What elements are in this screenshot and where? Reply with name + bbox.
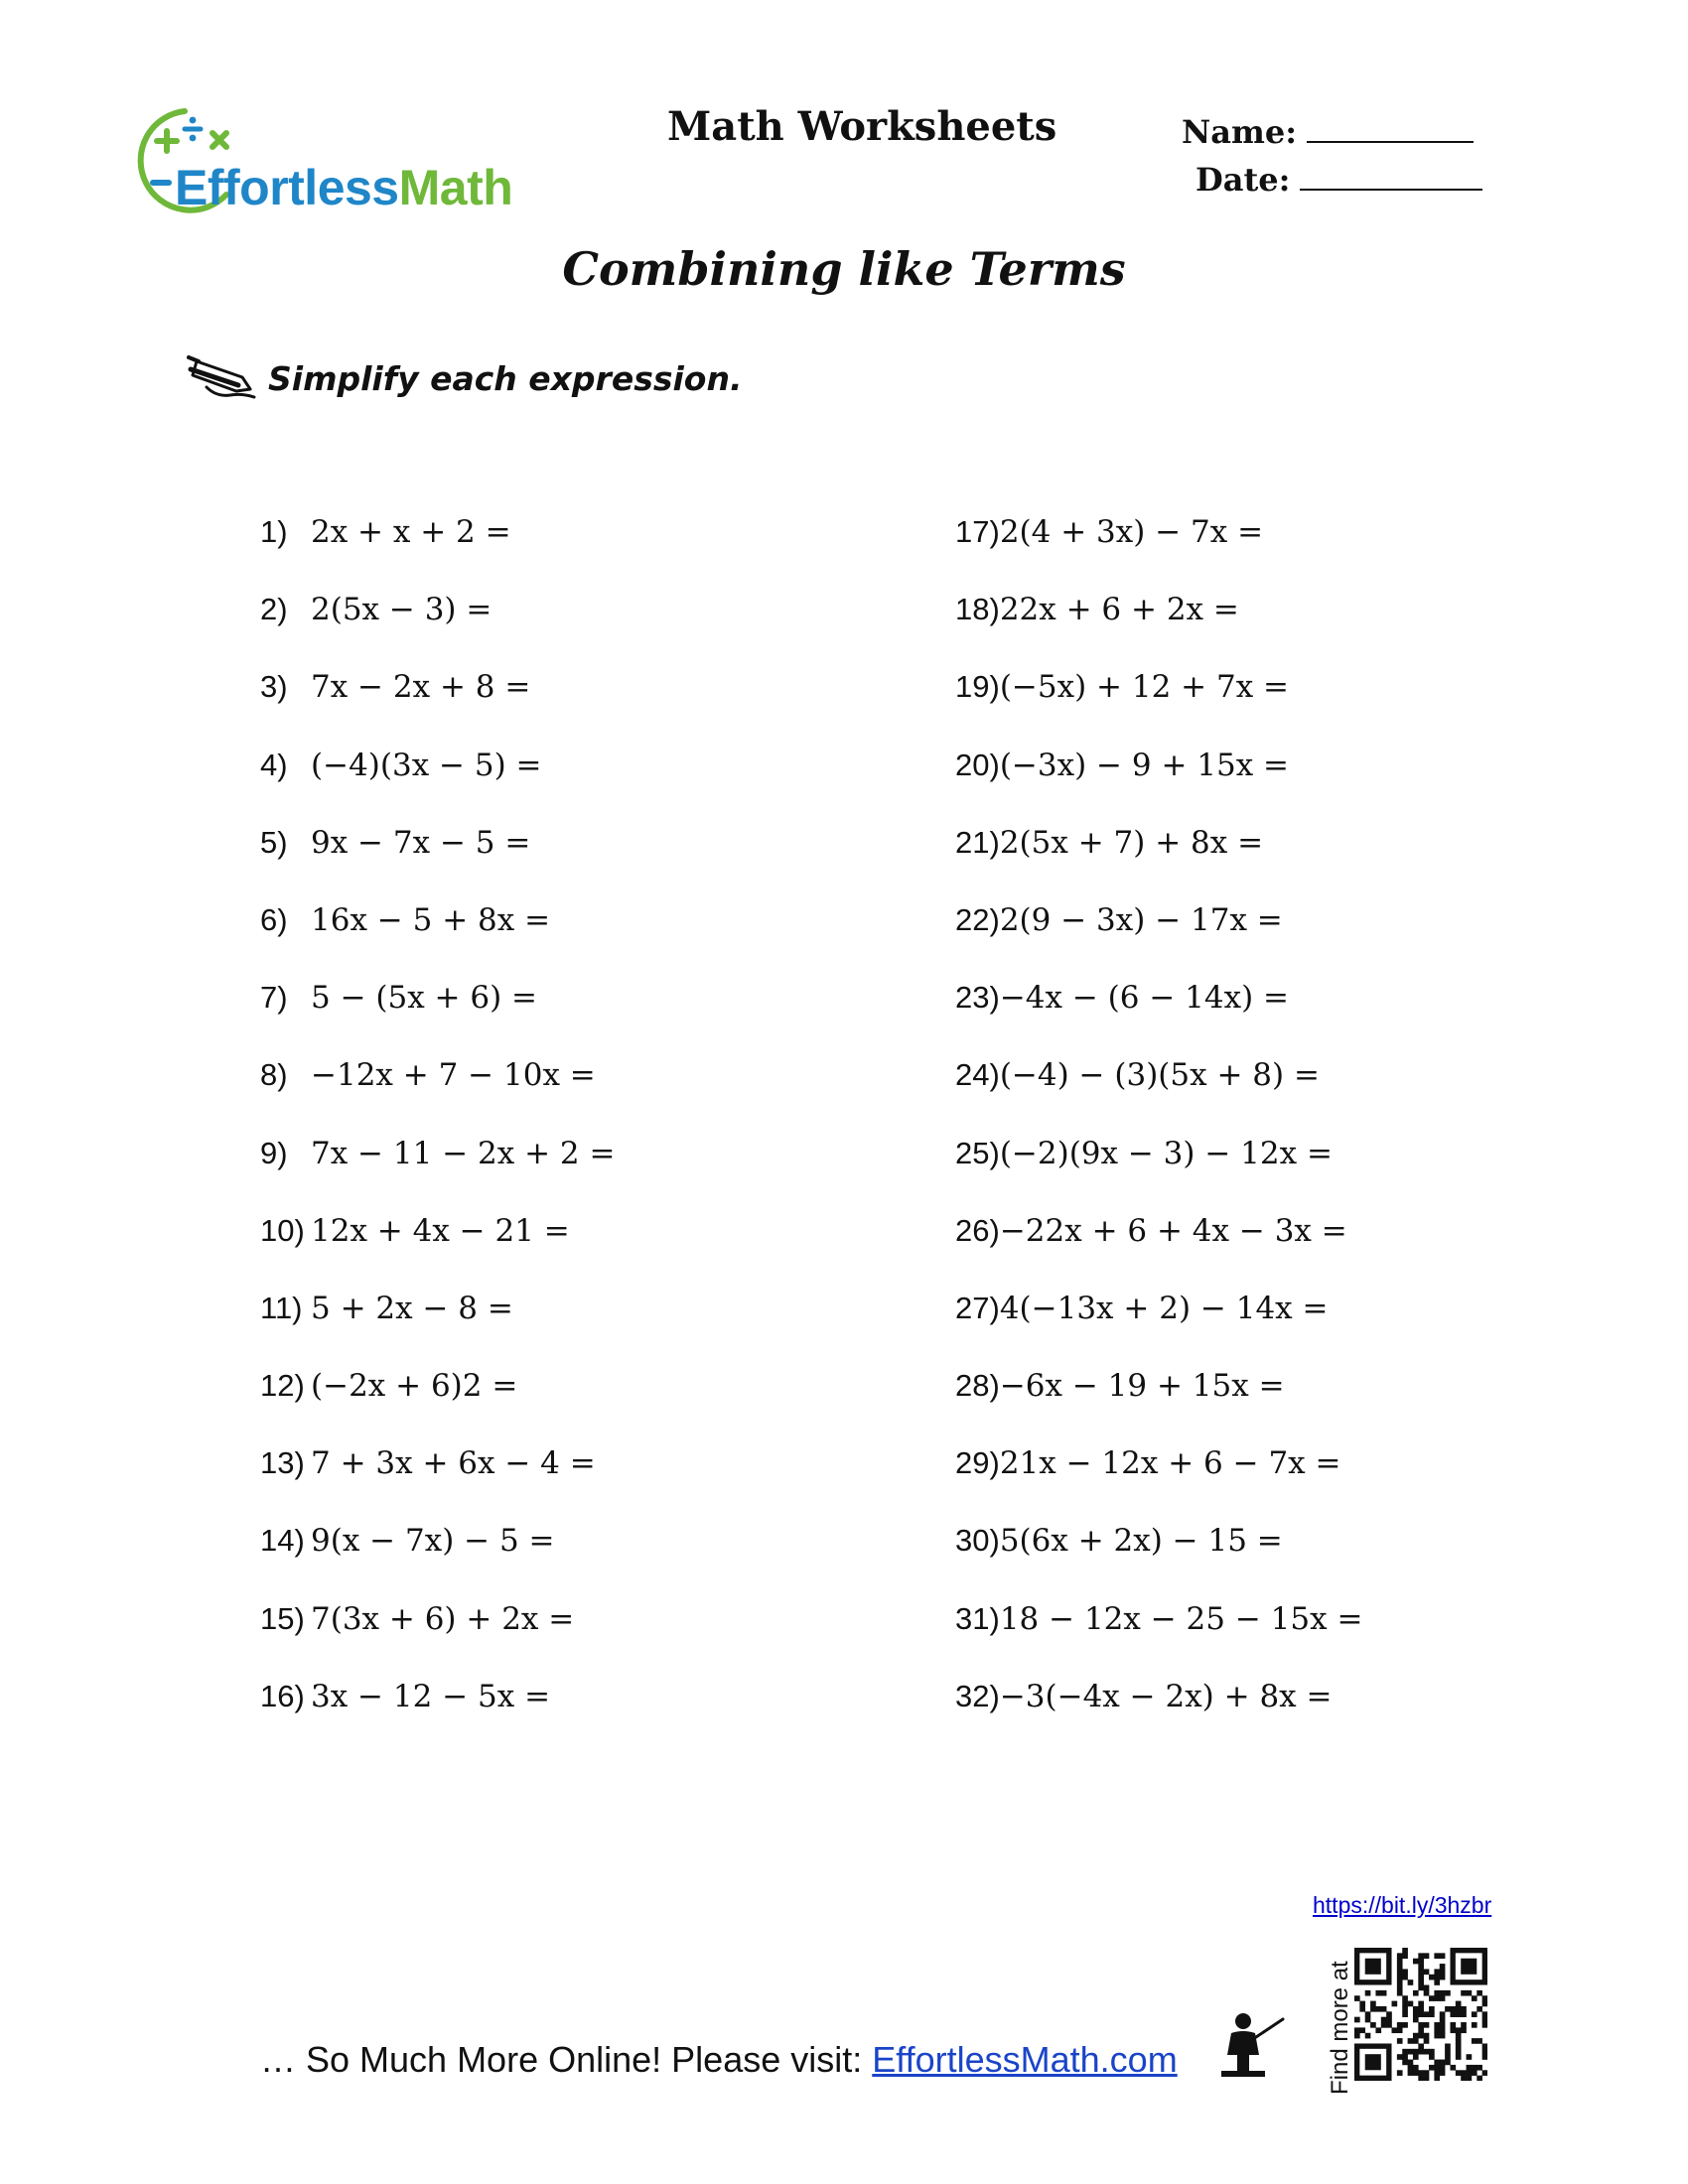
problem-expression: (−4)(3x − 5) = (311, 747, 542, 783)
problem-number: 28) (955, 1368, 1000, 1404)
problem-number: 21) (955, 824, 1000, 860)
problem-number: 13) (260, 1445, 305, 1481)
problem-item (260, 742, 615, 819)
problem-number: 20) (955, 747, 1000, 782)
problem-number: 29) (955, 1445, 1000, 1481)
problem-number: 31) (955, 1600, 1000, 1636)
problem-item (955, 508, 1362, 586)
problem-item (260, 508, 615, 586)
problem-item (955, 1130, 1362, 1207)
problem-item (955, 819, 1362, 896)
teacher-icon (1219, 2011, 1295, 2081)
problem-column-right (955, 508, 1362, 1750)
problem-expression: 16x − 5 + 8x = (311, 901, 551, 938)
problem-item (955, 1051, 1362, 1129)
problem-item (955, 663, 1362, 741)
problem-item (955, 896, 1362, 974)
problem-number: 10) (260, 1212, 305, 1248)
date-label: Date: (1196, 161, 1291, 199)
problem-expression: 2(4 + 3x) − 7x = (999, 514, 1264, 550)
problem-expression: 5 + 2x − 8 = (311, 1290, 513, 1326)
effortlessmath-logo[interactable] (127, 103, 524, 232)
problem-number: 24) (955, 1057, 1000, 1093)
problem-expression: (−2x + 6)2 = (311, 1368, 518, 1405)
problem-item (260, 819, 615, 896)
footer-website-link[interactable]: EffortlessMath.com (872, 2039, 1178, 2080)
problem-number: 25) (955, 1135, 1000, 1170)
problem-expression: (−2)(9x − 3) − 12x = (999, 1135, 1333, 1171)
footer-text (260, 2039, 1178, 2081)
problem-item (260, 586, 615, 663)
problem-number: 17) (955, 514, 1000, 549)
problem-item (955, 742, 1362, 819)
problem-number: 5) (260, 824, 288, 860)
problem-item (260, 1130, 615, 1207)
problem-expression: 4(−13x + 2) − 14x = (999, 1290, 1329, 1326)
problem-expression: 2(5x − 3) = (311, 592, 492, 628)
problem-expression: 5(6x + 2x) − 15 = (999, 1523, 1283, 1560)
problem-item (260, 1362, 615, 1439)
instruction-text: Simplify each expression. (268, 359, 743, 398)
problem-item (955, 974, 1362, 1051)
problem-expression: 21x − 12x + 6 − 7x = (999, 1445, 1341, 1482)
problem-item (955, 1439, 1362, 1517)
problem-expression: 2(5x + 7) + 8x = (999, 824, 1264, 861)
problem-item (260, 1051, 615, 1129)
problem-expression: −12x + 7 − 10x = (311, 1057, 596, 1094)
header-title: Math Worksheets (667, 103, 1057, 150)
problem-expression: 9x − 7x − 5 = (311, 824, 531, 861)
problem-number: 12) (260, 1368, 305, 1404)
problem-number: 14) (260, 1523, 305, 1559)
problem-item (955, 586, 1362, 663)
problem-expression: (−4) − (3)(5x + 8) = (999, 1057, 1320, 1094)
short-url-link[interactable]: https://bit.ly/3hzbr (1313, 1892, 1492, 1918)
qr-code-icon[interactable] (1354, 1948, 1487, 2081)
find-more-label (1307, 1936, 1353, 2095)
problem-number: 22) (955, 901, 1000, 937)
problem-expression: 7x − 2x + 8 = (311, 669, 531, 706)
logo-text-part1: Effortless (175, 160, 399, 215)
name-blank-line[interactable] (1307, 111, 1474, 143)
problem-expression: −4x − (6 − 14x) = (999, 980, 1290, 1017)
date-blank-line[interactable] (1300, 159, 1482, 191)
problem-column-left (260, 508, 615, 1750)
problem-number: 30) (955, 1523, 1000, 1559)
problem-item (955, 1595, 1362, 1673)
problem-item (260, 1595, 615, 1673)
name-label: Name: (1182, 113, 1298, 151)
problem-item (260, 1517, 615, 1594)
problem-expression: 7(3x + 6) + 2x = (311, 1600, 575, 1637)
problem-item (955, 1673, 1362, 1750)
problem-item (955, 1207, 1362, 1285)
problem-number: 32) (955, 1678, 1000, 1713)
problem-number: 19) (955, 669, 1000, 705)
problem-expression: 2(9 − 3x) − 17x = (999, 901, 1283, 938)
problem-item (260, 663, 615, 741)
problem-number: 18) (955, 592, 1000, 627)
problem-number: 16) (260, 1678, 305, 1713)
problem-expression: (−3x) − 9 + 15x = (999, 747, 1290, 783)
problem-expression: 9(x − 7x) − 5 = (311, 1523, 555, 1560)
pencil-icon (187, 353, 258, 403)
problem-expression: 5 − (5x + 6) = (311, 980, 538, 1017)
problem-item (260, 896, 615, 974)
worksheet-title: Combining like Terms (562, 242, 1126, 296)
name-field[interactable] (1182, 111, 1474, 151)
problem-number: 4) (260, 747, 288, 782)
problem-number: 23) (955, 980, 1000, 1016)
footer-message: … So Much More Online! Please visit: (260, 2039, 873, 2080)
problem-number: 15) (260, 1600, 305, 1636)
problem-number: 8) (260, 1057, 288, 1093)
logo-wordmark (175, 159, 512, 216)
problem-expression: 22x + 6 + 2x = (999, 592, 1239, 628)
problem-number: 1) (260, 514, 288, 549)
problem-expression: −6x − 19 + 15x = (999, 1368, 1285, 1405)
problem-expression: (−5x) + 12 + 7x = (999, 669, 1290, 706)
problem-number: 26) (955, 1212, 1000, 1248)
date-field[interactable] (1196, 159, 1482, 199)
problem-expression: −3(−4x − 2x) + 8x = (999, 1678, 1333, 1714)
problem-number: 27) (955, 1290, 1000, 1325)
problem-number: 3) (260, 669, 288, 705)
problem-number: 11) (260, 1290, 303, 1325)
problem-item (955, 1285, 1362, 1362)
problem-number: 7) (260, 980, 288, 1016)
problem-item (955, 1517, 1362, 1594)
problem-item (260, 1207, 615, 1285)
problem-item (260, 1285, 615, 1362)
problem-number: 6) (260, 901, 288, 937)
problem-item (260, 1673, 615, 1750)
find-more-text: Find more at (1327, 1961, 1353, 2095)
problem-expression: −22x + 6 + 4x − 3x = (999, 1212, 1347, 1249)
logo-text-part2: Math (398, 160, 513, 215)
problem-number: 2) (260, 592, 288, 627)
problem-item (260, 974, 615, 1051)
problem-expression: 12x + 4x − 21 = (311, 1212, 570, 1249)
problem-item (955, 1362, 1362, 1439)
problem-item (260, 1439, 615, 1517)
problem-expression: 7 + 3x + 6x − 4 = (311, 1445, 596, 1482)
problem-expression: 7x − 11 − 2x + 2 = (311, 1135, 616, 1171)
problem-number: 9) (260, 1135, 288, 1170)
problem-expression: 2x + x + 2 = (311, 514, 511, 550)
problem-expression: 18 − 12x − 25 − 15x = (999, 1600, 1363, 1637)
problem-expression: 3x − 12 − 5x = (311, 1678, 551, 1714)
